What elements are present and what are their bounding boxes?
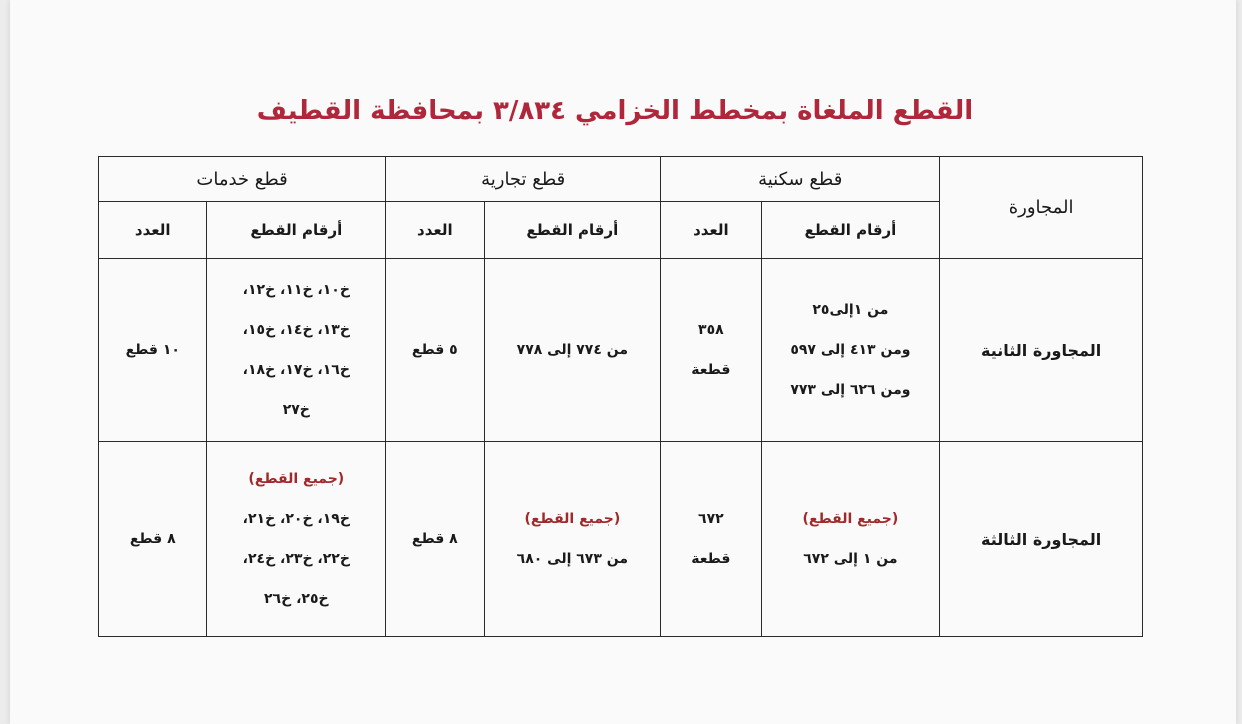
residential-numbers-cell: (جميع القطع) من ١ إلى ٦٧٢ [761, 442, 940, 637]
services-numbers-cell: خ١٠، خ١١، خ١٢، خ١٣، خ١٤، خ١٥، خ١٦، خ١٧، خ١٨، خ٢٧ [207, 259, 386, 442]
commercial-count-cell: ٨ قطع [386, 442, 484, 637]
header-commercial: قطع تجارية [386, 157, 661, 202]
header-residential-count: العدد [661, 202, 761, 259]
cancelled-plots-table [98, 156, 1143, 637]
header-residential: قطع سكنية [661, 157, 940, 202]
services-count-cell: ١٠ قطع [99, 259, 207, 442]
document-title: القطع الملغاة بمخطط الخزامي ٣/٨٣٤ بمحافظة القطيف [256, 96, 974, 126]
table-row [99, 442, 1143, 637]
header-services: قطع خدمات [99, 157, 386, 202]
commercial-numbers-cell: (جميع القطع) من ٦٧٣ إلى ٦٨٠ [484, 442, 661, 637]
header-residential-numbers: أرقام القطع [761, 202, 940, 259]
table-row [99, 259, 1143, 442]
residential-count-cell: ٣٥٨ قطعة [661, 259, 761, 442]
header-commercial-numbers: أرقام القطع [484, 202, 661, 259]
services-count-cell: ٨ قطع [99, 442, 207, 637]
document-page [10, 0, 1236, 724]
header-services-count: العدد [99, 202, 207, 259]
row-neighborhood-name: المجاورة الثالثة [940, 442, 1143, 637]
commercial-numbers-cell: من ٧٧٤ إلى ٧٧٨ [484, 259, 661, 442]
row-neighborhood-name: المجاورة الثانية [940, 259, 1143, 442]
residential-count-cell: ٦٧٢ قطعة [661, 442, 761, 637]
header-commercial-count: العدد [386, 202, 484, 259]
commercial-count-cell: ٥ قطع [386, 259, 484, 442]
header-services-numbers: أرقام القطع [207, 202, 386, 259]
header-neighborhood: المجاورة [940, 157, 1143, 259]
residential-numbers-cell: من ١إلى٢٥ ومن ٤١٣ إلى ٥٩٧ ومن ٦٢٦ إلى ٧٧٣ [761, 259, 940, 442]
services-numbers-cell: (جميع القطع) خ١٩، خ٢٠، خ٢١، خ٢٢، خ٢٣، خ٢٤، خ٢٥، خ٢٦ [207, 442, 386, 637]
